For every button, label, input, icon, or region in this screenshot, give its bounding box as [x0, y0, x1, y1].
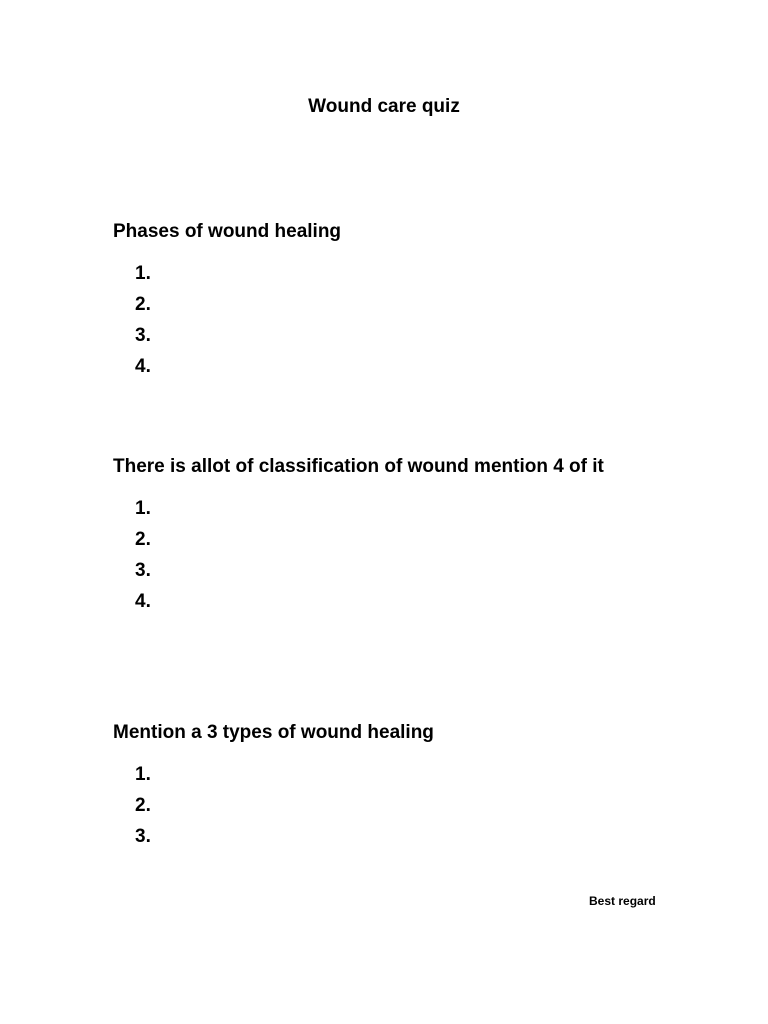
answer-item: 2.: [135, 294, 151, 315]
answer-list-2: [135, 498, 151, 622]
answer-item: 2.: [135, 795, 151, 816]
question-3: Mention a 3 types of wound healing: [113, 722, 434, 743]
answer-item: 1.: [135, 263, 151, 284]
question-1: Phases of wound healing: [113, 221, 342, 242]
signoff-text: Best regard: [589, 894, 656, 908]
answer-item: 1.: [135, 764, 151, 785]
answer-item: 3.: [135, 560, 151, 581]
answer-list-1: [135, 263, 151, 387]
document-title: Wound care quiz: [308, 96, 460, 117]
answer-item: 3.: [135, 826, 151, 847]
answer-item: 2.: [135, 529, 151, 550]
answer-item: 4.: [135, 356, 151, 377]
answer-item: 4.: [135, 591, 151, 612]
question-2: There is allot of classification of wound mention 4 of it: [113, 456, 604, 477]
answer-item: 3.: [135, 325, 151, 346]
answer-item: 1.: [135, 498, 151, 519]
answer-list-3: [135, 764, 151, 857]
